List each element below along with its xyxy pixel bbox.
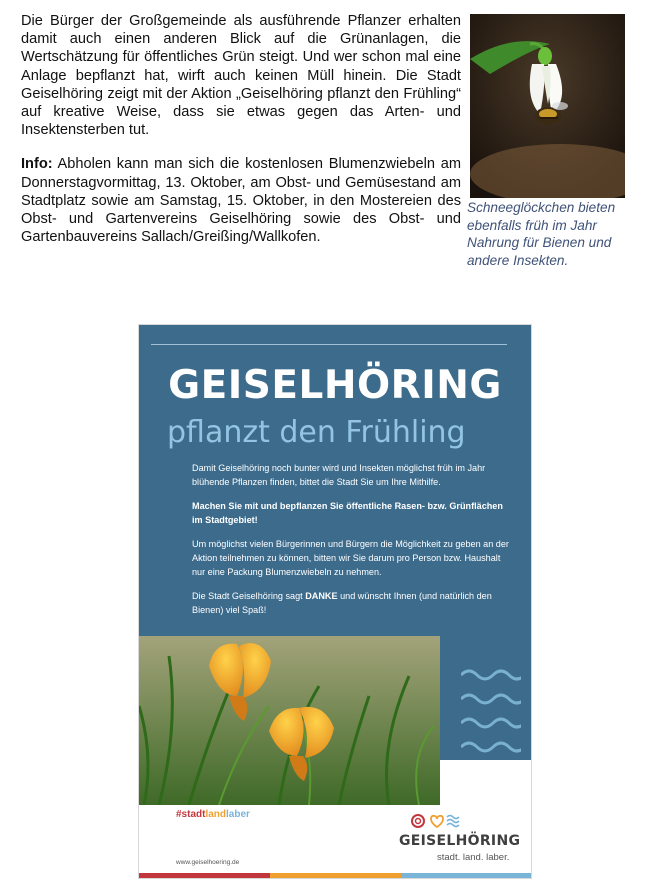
logo-name: GEISELHÖRING bbox=[399, 833, 521, 849]
wave-graphic bbox=[461, 655, 521, 755]
poster-body-4-bold: DANKE bbox=[305, 591, 338, 601]
poster-body-2-bold: Machen Sie mit und bepflanzen Sie öffentliche Rasen- bzw. Grünflächen im Stadtgebiet! bbox=[192, 501, 503, 525]
info-label: Info: bbox=[21, 156, 53, 173]
city-logo-icon bbox=[411, 813, 463, 829]
info-text: Abholen kann man sich die kostenlosen Blumenzwiebeln am Donnerstagvormittag, 13. Oktober, am Obst- und Gemüsestand am Stadtplatz sowie am Samstag, 15. Oktober, in den Mostereien des Obst- und Gartenvereins Geiselhöring sowie des Obst- und Gartenbauvereins Sallach/Greißing/Wallkofen. bbox=[21, 156, 461, 246]
poster-body-1: Damit Geiselhöring noch bunter wird und Insekten möglichst früh im Jahr blühende Pflanzen finden, bittet die Stadt Sie um Ihre Mithilfe. bbox=[192, 463, 486, 487]
poster-subtitle: pflanzt den Frühling bbox=[167, 415, 466, 450]
paragraph-1: Die Bürger der Großgemeinde als ausführende Pflanzer erhalten damit auch einen anderen Blick auf die Grünanlagen, die Wertschätzung für öffentliches Grün steigt. Und wer schon mal eine Anlage bepflanzt hat, wirft auch keinen Müll hinein. Die Stadt Geiselhöring zeigt mit der Aktion „Geiselhöring pflanzt den Frühling“ auf kreative Weise, dass sie etwas gegen das Arten- und Insektensterben tut. bbox=[21, 13, 461, 139]
paragraph-info bbox=[21, 155, 461, 246]
poster-body bbox=[192, 461, 512, 627]
poster-divider bbox=[151, 344, 507, 345]
photo-caption: Schneeglöckchen bieten ebenfalls früh im Jahr Nahrung für Bienen und andere Insekten. bbox=[467, 200, 616, 268]
hashtag-part-c: laber bbox=[226, 809, 250, 820]
poster-title: GEISELHÖRING bbox=[168, 363, 502, 408]
bar-blue bbox=[401, 873, 531, 878]
hashtag-part-a: #stadt bbox=[176, 809, 206, 820]
crocus-photo bbox=[139, 636, 440, 805]
poster-body-2 bbox=[192, 499, 512, 527]
snowdrop-photo bbox=[470, 14, 625, 198]
hashtag bbox=[176, 809, 250, 820]
color-bars bbox=[139, 873, 531, 878]
bar-red bbox=[139, 873, 270, 878]
poster-body-4-a: Die Stadt Geiselhöring sagt bbox=[192, 591, 306, 601]
poster bbox=[139, 325, 531, 878]
article-text bbox=[21, 12, 461, 262]
bar-orange bbox=[270, 873, 401, 878]
poster-body-3: Um möglichst vielen Bürgerinnen und Bürgern die Möglichkeit zu geben an der Aktion teilnehmen zu können, bitten wir Sie darum pro Person bzw. Haushalt nur eine Packung Blumenzwiebeln zu nehmen. bbox=[192, 539, 509, 577]
website-url: www.geiselhoering.de bbox=[176, 859, 240, 866]
logo-tagline: stadt. land. laber. bbox=[437, 852, 510, 863]
hashtag-part-b: land bbox=[205, 809, 227, 820]
poster-body-4 bbox=[192, 589, 512, 617]
poster-body-4-b: und wünscht Ihnen (und natürlich den Bienen) viel Spaß! bbox=[192, 591, 492, 615]
